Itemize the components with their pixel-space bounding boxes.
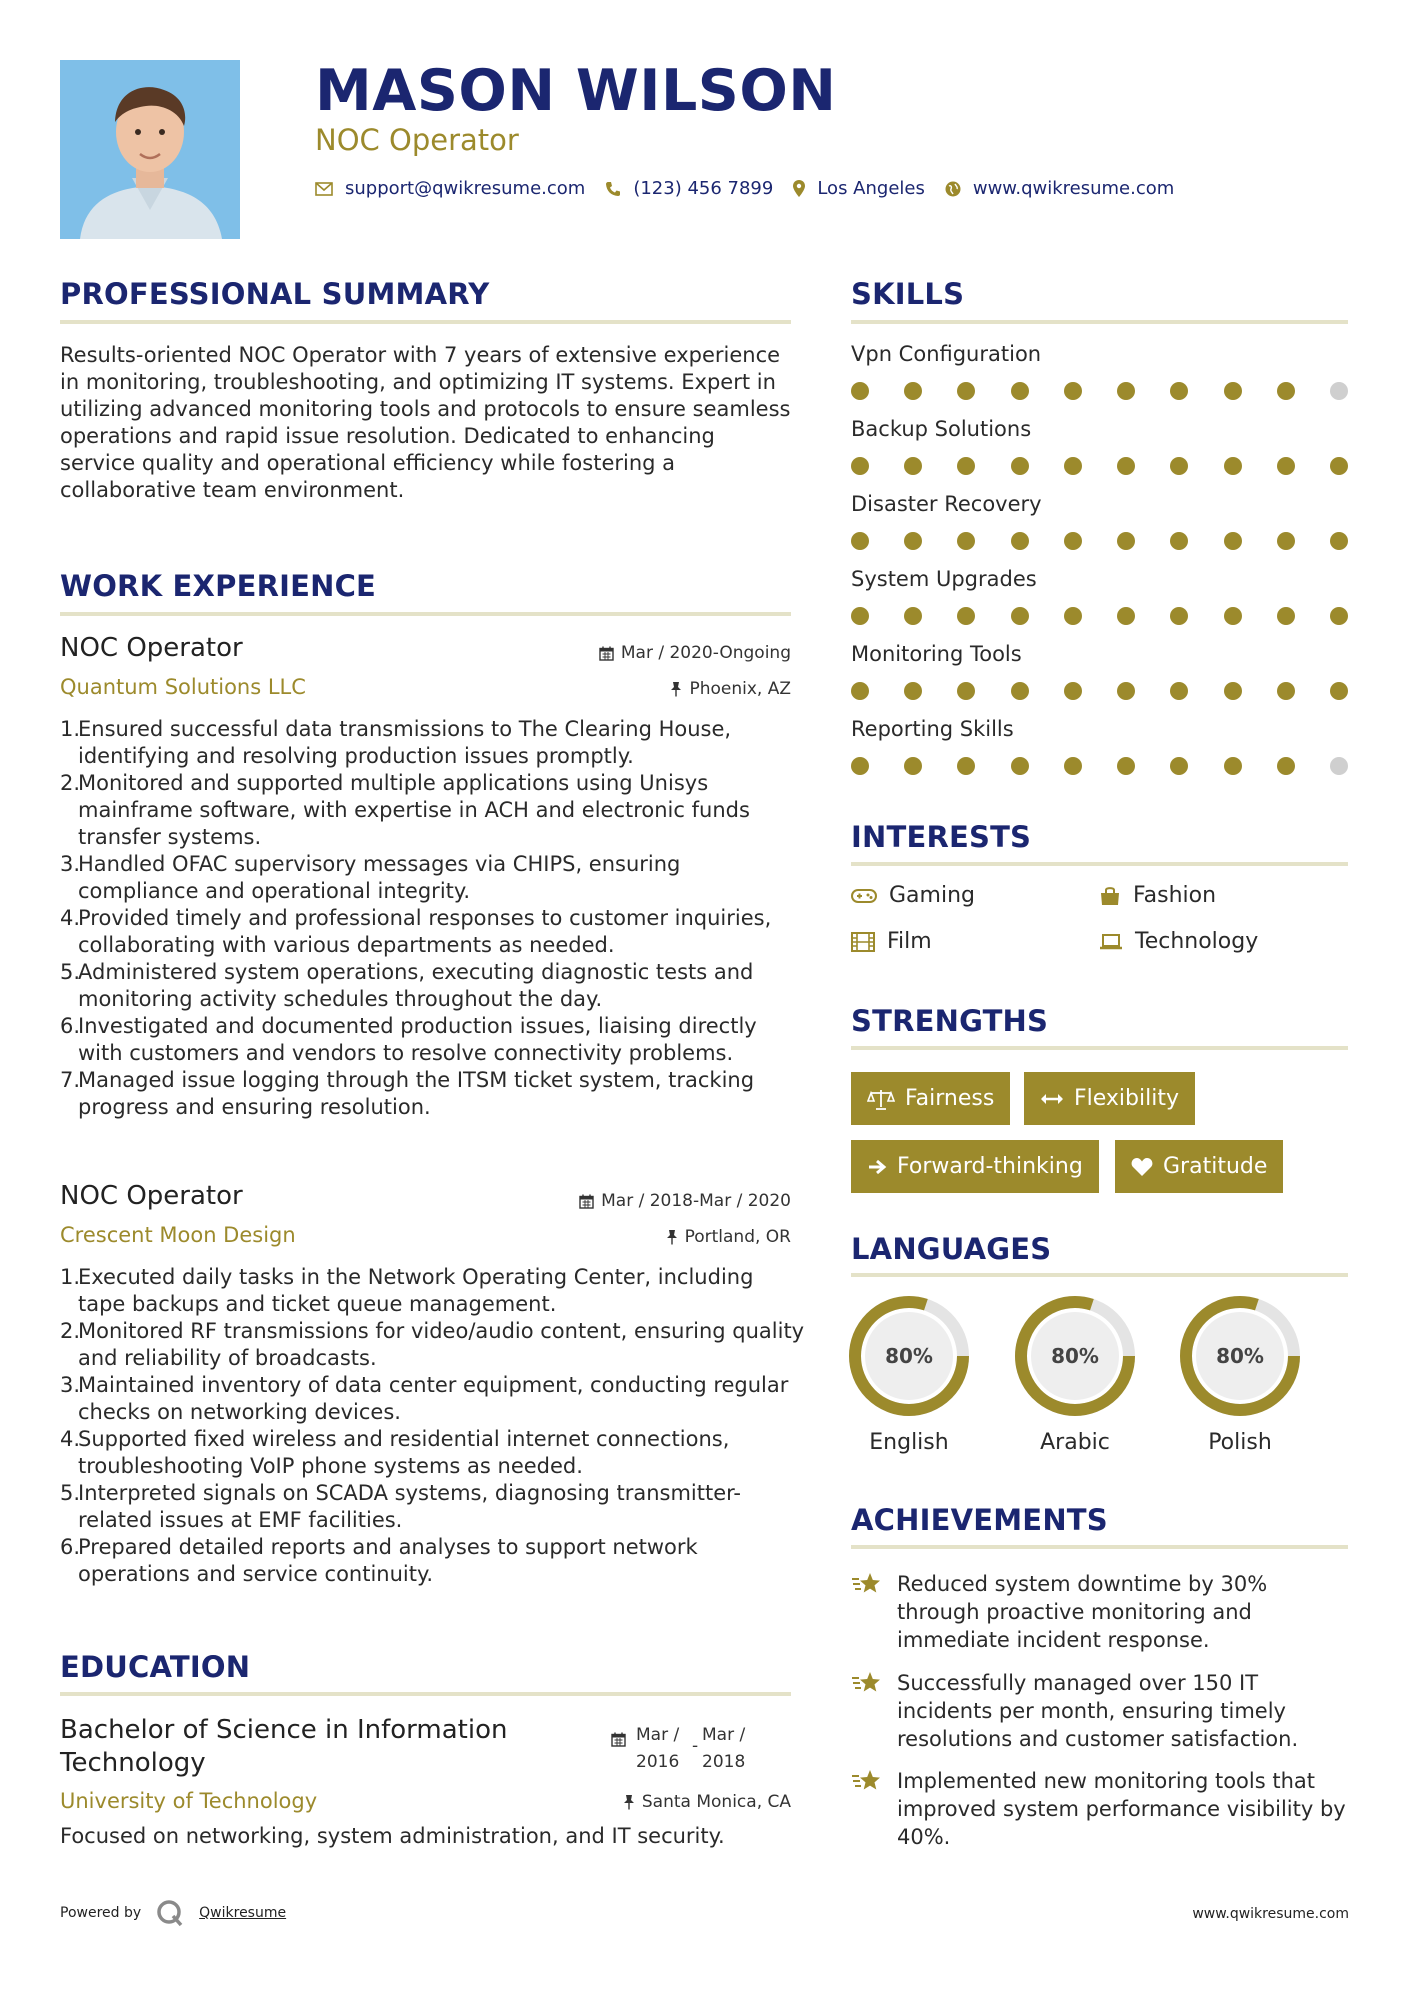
job-2-dates-text: Mar / 2018-Mar / 2020 — [601, 1191, 791, 1211]
strength-gratitude — [1115, 1140, 1283, 1193]
shooting-star-icon — [851, 1570, 883, 1598]
skill-name: Vpn Configuration — [851, 342, 1042, 366]
list-item: 3. Maintained inventory of data center equipment, conducting regular checks on networking devices. — [60, 1373, 789, 1424]
heart-icon — [1131, 1157, 1153, 1177]
rating-dot — [1224, 682, 1242, 700]
rating-dot — [851, 757, 869, 775]
rating-dot — [904, 457, 922, 475]
education-heading: EDUCATION — [60, 1650, 251, 1684]
contact-location — [793, 178, 925, 199]
candidate-name: MASON WILSON — [315, 58, 837, 124]
footer-powered — [60, 1898, 286, 1928]
interest-label: Fashion — [1133, 883, 1217, 908]
list-item: 4. Supported fixed wireless and residential internet connections, troubleshooting VoIP phone systems as needed. — [60, 1427, 730, 1478]
list-item: 6. Prepared detailed reports and analyses to support network operations and service continuity. — [60, 1535, 698, 1586]
rating-dot — [1011, 382, 1029, 400]
job-2-title: NOC Operator — [60, 1181, 243, 1211]
job-1-title: NOC Operator — [60, 633, 243, 663]
rating-dot — [1224, 757, 1242, 775]
rating-dot — [904, 757, 922, 775]
rating-dot — [1064, 382, 1082, 400]
qwikresume-logo-icon — [155, 1898, 185, 1928]
rating-dot — [904, 682, 922, 700]
calendar-icon — [599, 646, 614, 661]
rating-dot — [1277, 532, 1295, 550]
summary-text: Results-oriented NOC Operator with 7 years of extensive experience in monitoring, troubleshooting, and optimizing IT systems. Expert in utilizing advanced monitoring tools and protocols to ensure seamless operations and rapid issue resolution. Dedicated to enhancing service quality and operational efficiency while fostering a collaborative team environment. — [60, 343, 791, 502]
interest-label: Gaming — [889, 883, 975, 908]
strength-label: Forward-thinking — [897, 1154, 1083, 1179]
rating-dot — [1011, 682, 1029, 700]
pushpin-icon — [623, 1794, 635, 1810]
svg-text:80%: 80% — [885, 1344, 933, 1368]
strength-fairness — [851, 1072, 1010, 1125]
skills-divider — [851, 320, 1348, 324]
footer-site[interactable]: www.qwikresume.com — [1192, 1906, 1349, 1922]
list-item: 1. Ensured successful data transmissions to The Clearing House, identifying and resolving production issues promptly. — [60, 717, 732, 768]
skill-rating — [851, 607, 1348, 625]
rating-dot — [1064, 682, 1082, 700]
rating-dot — [1064, 457, 1082, 475]
language-name: Polish — [1208, 1430, 1272, 1455]
achievement-item — [851, 1570, 1351, 1654]
brand-link[interactable]: Qwikresume — [199, 1905, 287, 1921]
summary-heading: PROFESSIONAL SUMMARY — [60, 277, 490, 311]
phone-text: (123) 456 7899 — [633, 178, 774, 199]
rating-dot — [1170, 532, 1188, 550]
calendar-icon — [579, 1194, 594, 1209]
rating-dot — [1117, 757, 1135, 775]
strengths-divider — [851, 1046, 1348, 1050]
rating-dot — [1170, 757, 1188, 775]
job-2-company: Crescent Moon Design — [60, 1223, 296, 1247]
achievement-text: Reduced system downtime by 30% through proactive monitoring and immediate incident response. — [897, 1572, 1268, 1652]
rating-dot — [1011, 532, 1029, 550]
powered-by-text: Powered by — [60, 1905, 142, 1921]
strength-label: Fairness — [905, 1086, 995, 1111]
interest-label: Technology — [1135, 929, 1259, 954]
job-2-location-text: Portland, OR — [684, 1227, 791, 1247]
interest-technology — [1099, 929, 1258, 954]
rating-dot — [1277, 757, 1295, 775]
svg-text:80%: 80% — [1216, 1344, 1264, 1368]
rating-dot — [1064, 532, 1082, 550]
rating-dot — [1011, 757, 1029, 775]
laptop-icon — [1099, 934, 1123, 950]
education-location — [623, 1792, 791, 1812]
email-text: support@qwikresume.com — [345, 178, 586, 199]
shopping-bag-icon — [1099, 886, 1121, 906]
job-1-location — [670, 679, 791, 699]
skill-name: Reporting Skills — [851, 717, 1014, 741]
strength-label: Gratitude — [1163, 1154, 1268, 1179]
rating-dot — [1330, 682, 1348, 700]
interest-fashion — [1099, 883, 1216, 908]
rating-dot — [1117, 607, 1135, 625]
rating-dot — [957, 757, 975, 775]
experience-heading: WORK EXPERIENCE — [60, 569, 377, 603]
rating-dot — [957, 607, 975, 625]
rating-dot — [1224, 607, 1242, 625]
rating-dot — [1117, 532, 1135, 550]
rating-dot — [957, 532, 975, 550]
rating-dot — [1330, 607, 1348, 625]
rating-dot — [1170, 382, 1188, 400]
education-dash: - — [692, 1736, 699, 1756]
skill-rating — [851, 757, 1348, 775]
list-item: 4. Provided timely and professional responses to customer inquiries, collaborating with various departments as needed. — [60, 906, 772, 957]
rating-dot — [851, 682, 869, 700]
film-icon — [851, 932, 875, 952]
skill-name: Backup Solutions — [851, 417, 1032, 441]
candidate-title: NOC Operator — [315, 123, 519, 157]
list-item: 5. Administered system operations, executing diagnostic tests and monitoring activity schedules throughout the day. — [60, 960, 754, 1011]
education-location-text: Santa Monica, CA — [641, 1792, 791, 1812]
location-text: Los Angeles — [817, 178, 925, 199]
rating-dot — [1277, 457, 1295, 475]
interest-gaming — [851, 883, 975, 908]
rating-dot — [1224, 382, 1242, 400]
language-name: English — [869, 1430, 949, 1455]
job-2-dates — [579, 1191, 791, 1211]
achievements-divider — [851, 1545, 1348, 1549]
skill-name: Monitoring Tools — [851, 642, 1022, 666]
skill-rating — [851, 682, 1348, 700]
rating-dot — [1277, 682, 1295, 700]
envelope-icon — [315, 182, 333, 196]
language-ring — [847, 1294, 971, 1422]
language-name: Arabic — [1040, 1430, 1110, 1455]
shooting-star-icon — [851, 1767, 883, 1795]
pushpin-icon — [666, 1229, 678, 1245]
contact-email[interactable] — [315, 178, 585, 199]
rating-dot — [1011, 607, 1029, 625]
skill-name: System Upgrades — [851, 567, 1037, 591]
rating-dot — [1330, 382, 1348, 400]
gamepad-icon — [851, 888, 877, 904]
shooting-star-icon — [851, 1669, 883, 1697]
strengths-heading: STRENGTHS — [851, 1004, 1049, 1038]
rating-dot — [1330, 532, 1348, 550]
rating-dot — [851, 382, 869, 400]
skill-rating — [851, 532, 1348, 550]
education-note: Focused on networking, system administration, and IT security. — [60, 1824, 725, 1848]
rating-dot — [851, 532, 869, 550]
map-pin-icon — [793, 180, 805, 197]
phone-icon — [605, 181, 621, 197]
education-degree: Bachelor of Science in Information Technology — [60, 1715, 508, 1778]
skill-rating — [851, 457, 1348, 475]
job-1-bullets — [60, 716, 805, 1121]
strength-forward-thinking — [851, 1140, 1099, 1193]
achievements-heading: ACHIEVEMENTS — [851, 1503, 1108, 1537]
list-item: 3. Handled OFAC supervisory messages via CHIPS, ensuring compliance and operational integrity. — [60, 852, 681, 903]
rating-dot — [957, 382, 975, 400]
list-item: 7. Managed issue logging through the ITSM ticket system, tracking progress and ensuring resolution. — [60, 1068, 755, 1119]
experience-divider — [60, 612, 791, 616]
skill-name: Disaster Recovery — [851, 492, 1042, 516]
skills-heading: SKILLS — [851, 277, 965, 311]
interest-film — [851, 929, 932, 954]
rating-dot — [851, 607, 869, 625]
list-item: 2. Monitored RF transmissions for video/audio content, ensuring quality and reliability of broadcasts. — [60, 1319, 805, 1370]
education-divider — [60, 1692, 791, 1696]
job-1-dates-text: Mar / 2020-Ongoing — [620, 643, 791, 663]
contact-website[interactable] — [945, 178, 1174, 199]
contact-phone[interactable] — [605, 178, 773, 199]
profile-photo — [60, 60, 240, 239]
arrows-horizontal-icon — [1040, 1092, 1064, 1106]
list-item: 1. Executed daily tasks in the Network Operating Center, including tape backups and ticket queue management. — [60, 1265, 754, 1316]
rating-dot — [904, 382, 922, 400]
rating-dot — [851, 457, 869, 475]
rating-dot — [1170, 607, 1188, 625]
pushpin-icon — [670, 681, 682, 697]
rating-dot — [1011, 457, 1029, 475]
scale-icon — [867, 1088, 895, 1110]
rating-dot — [957, 682, 975, 700]
list-item: 6. Investigated and documented production issues, liaising directly with customers and vendors to resolve connectivity problems. — [60, 1014, 757, 1065]
arrow-right-icon — [867, 1158, 887, 1176]
rating-dot — [1117, 457, 1135, 475]
rating-dot — [957, 457, 975, 475]
list-item: 5. Interpreted signals on SCADA systems, diagnosing transmitter-related issues at EMF facilities. — [60, 1481, 741, 1532]
job-2-bullets — [60, 1264, 805, 1588]
education-dates — [611, 1722, 758, 1776]
rating-dot — [1117, 682, 1135, 700]
rating-dot — [1064, 757, 1082, 775]
strength-label: Flexibility — [1074, 1086, 1179, 1111]
website-text: www.qwikresume.com — [972, 178, 1175, 199]
rating-dot — [1330, 457, 1348, 475]
education-start: Mar / 2016 — [636, 1725, 680, 1772]
education-end: Mar / 2018 — [702, 1725, 746, 1772]
interest-label: Film — [887, 929, 932, 954]
job-1-dates — [599, 643, 791, 663]
rating-dot — [1224, 532, 1242, 550]
achievement-text: Successfully managed over 150 IT incidents per month, ensuring timely resolutions and customer satisfaction. — [897, 1671, 1299, 1751]
rating-dot — [1277, 382, 1295, 400]
skill-rating — [851, 382, 1348, 400]
education-school: University of Technology — [60, 1789, 318, 1813]
rating-dot — [904, 532, 922, 550]
achievement-item — [851, 1767, 1351, 1851]
job-2-location — [666, 1227, 791, 1247]
rating-dot — [1224, 457, 1242, 475]
achievement-item — [851, 1669, 1351, 1753]
svg-text:80%: 80% — [1051, 1344, 1099, 1368]
summary-divider — [60, 320, 791, 324]
strength-flexibility — [1024, 1072, 1195, 1125]
rating-dot — [1330, 757, 1348, 775]
calendar-icon — [611, 1732, 626, 1747]
rating-dot — [1117, 382, 1135, 400]
rating-dot — [1064, 607, 1082, 625]
achievement-text: Implemented new monitoring tools that improved system performance visibility by 40%. — [897, 1769, 1346, 1849]
language-ring — [1178, 1294, 1302, 1422]
job-1-location-text: Phoenix, AZ — [689, 679, 791, 699]
rating-dot — [1277, 607, 1295, 625]
languages-heading: LANGUAGES — [851, 1232, 1052, 1266]
interests-divider — [851, 862, 1348, 866]
rating-dot — [1170, 457, 1188, 475]
language-ring — [1013, 1294, 1137, 1422]
job-1-company: Quantum Solutions LLC — [60, 675, 306, 699]
globe-icon — [945, 181, 961, 197]
rating-dot — [904, 607, 922, 625]
rating-dot — [1170, 682, 1188, 700]
list-item: 2. Monitored and supported multiple applications using Unisys mainframe software, with expertise in ACH and electronic funds transfer systems. — [60, 771, 750, 849]
languages-divider — [851, 1273, 1348, 1277]
contact-bar — [315, 178, 1194, 199]
interests-heading: INTERESTS — [851, 820, 1032, 854]
